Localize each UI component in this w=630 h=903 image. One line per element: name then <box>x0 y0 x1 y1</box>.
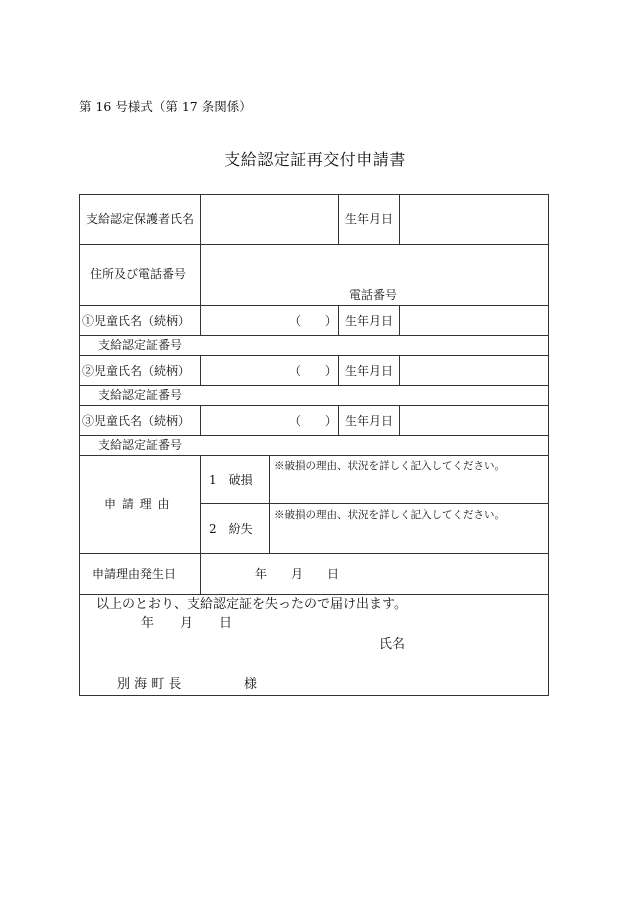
reason-date-label: 申請理由発生日 <box>92 567 177 581</box>
child-1-relation-parens: （ ） <box>289 314 338 328</box>
row-divider <box>79 553 549 554</box>
table-border-left <box>79 194 80 696</box>
child-2-birthdate-field[interactable] <box>400 356 548 385</box>
child-1-cert-number-field[interactable] <box>201 336 548 355</box>
column-divider <box>338 405 339 435</box>
reason-date-value[interactable]: 年 月 日 <box>255 567 340 581</box>
table-border-bottom <box>79 695 549 696</box>
child-3-name-label: ③児童氏名（続柄） <box>82 414 191 428</box>
column-divider <box>338 355 339 385</box>
table-border-right <box>548 194 549 696</box>
phone-field[interactable] <box>409 283 548 305</box>
column-divider <box>338 305 339 335</box>
reason-detail-lost-field[interactable] <box>270 524 548 553</box>
page-title: 支給認定証再交付申請書 <box>224 150 406 169</box>
child-3-cert-number-label: 支給認定証番号 <box>98 438 183 452</box>
column-divider <box>200 455 201 594</box>
reason-note-lost: ※破損の理由、状況を詳しく記入してください。 <box>274 509 505 521</box>
row-divider <box>200 503 549 504</box>
child-1-birthdate-label: 生年月日 <box>345 314 394 328</box>
guardian-name-field[interactable] <box>201 195 338 244</box>
declaration-text: 以上のとおり、支給認定証を失ったので届け出ます。 <box>96 597 407 612</box>
child-3-cert-number-field[interactable] <box>201 436 548 455</box>
guardian-birthdate-label: 生年月日 <box>345 212 394 226</box>
honorific: 様 <box>244 677 258 692</box>
child-2-cert-number-field[interactable] <box>201 386 548 405</box>
application-form-table <box>79 194 549 696</box>
child-1-name-label: ①児童氏名（続柄） <box>82 314 191 328</box>
reason-label: 申 請 理 由 <box>104 497 171 511</box>
child-2-birthdate-label: 生年月日 <box>345 364 394 378</box>
address-phone-label: 住所及び電話番号 <box>90 267 187 281</box>
child-3-birthdate-label: 生年月日 <box>345 414 394 428</box>
phone-label: 電話番号 <box>349 288 398 302</box>
reason-detail-damaged-field[interactable] <box>270 474 548 503</box>
addressee: 別 海 町 長 <box>117 677 182 692</box>
address-field[interactable] <box>201 245 548 283</box>
child-3-relation-parens: （ ） <box>289 414 338 428</box>
row-divider <box>79 455 549 456</box>
child-2-relation-parens: （ ） <box>289 364 338 378</box>
column-divider <box>338 194 339 245</box>
child-2-cert-number-label: 支給認定証番号 <box>98 388 183 402</box>
applicant-name-label: 氏名 <box>379 637 406 652</box>
reason-option-lost[interactable]: 2 紛失 <box>209 522 253 536</box>
child-2-name-label: ②児童氏名（続柄） <box>82 364 191 378</box>
reason-option-damaged[interactable]: 1 破損 <box>209 473 253 487</box>
reason-note-damaged: ※破損の理由、状況を詳しく記入してください。 <box>274 460 505 472</box>
row-divider <box>79 594 549 595</box>
child-1-cert-number-label: 支給認定証番号 <box>98 338 183 352</box>
form-number: 第 16 号様式（第 17 条関係） <box>79 99 252 114</box>
guardian-birthdate-field[interactable] <box>400 195 548 244</box>
child-1-birthdate-field[interactable] <box>400 306 548 335</box>
guardian-name-label: 支給認定保護者氏名 <box>86 212 195 226</box>
declaration-date[interactable]: 年 月 日 <box>141 616 233 631</box>
applicant-name-field[interactable] <box>409 634 544 654</box>
child-3-birthdate-field[interactable] <box>400 406 548 435</box>
